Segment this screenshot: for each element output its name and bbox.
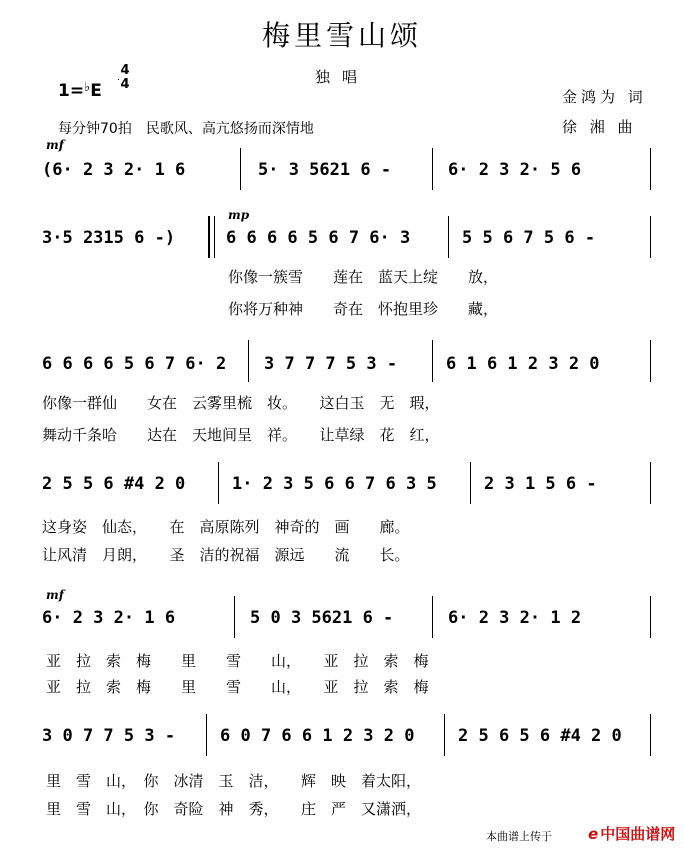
- lyric-line: 让风清 月朗， 圣 洁的祝福 源远 流 长。: [42, 546, 410, 564]
- key-prefix: 1=: [58, 81, 85, 101]
- measure: 6· 2 3 2· 1 2: [448, 608, 582, 628]
- measure: 5· 3 5621 6 -: [258, 160, 392, 180]
- lyric-line: 里 雪 山， 你 奇险 神 秀， 庄 严 又潇洒，: [46, 800, 422, 818]
- measure: 2 5 6 5 6 #4 2 0: [458, 726, 622, 746]
- measure: 6 1 6 1 2 3 2 0: [446, 354, 600, 374]
- composer-credit: 徐 湘 曲: [562, 118, 637, 136]
- measure: 6 6 6 6 5 6 7 6· 2: [42, 354, 227, 374]
- lyricist-credit: 金鸿为 词: [562, 88, 647, 106]
- time-bottom: 4: [120, 77, 130, 92]
- upload-credit: 本曲谱上传于: [486, 830, 552, 843]
- logo-icon: e: [588, 825, 599, 843]
- dynamic-mark: mf: [46, 588, 64, 602]
- time-signature: [118, 64, 132, 92]
- lyric-line: 舞动千条哈 达在 天地间呈 祥。 让草绿 花 红，: [42, 426, 440, 444]
- measure: 6 6 6 6 5 6 7 6· 3: [226, 228, 411, 248]
- dynamic-mark: mp: [228, 208, 250, 222]
- measure: 2 5 5 6 #4 2 0: [42, 474, 186, 494]
- lyric-line: 这身姿 仙态， 在 高原陈列 神奇的 画 廊。: [42, 518, 410, 536]
- site-logo-text: 中国曲谱网: [600, 825, 676, 843]
- key-signature: [58, 80, 102, 101]
- lyric-line: 你像一群仙 女在 云雾里梳 妆。 这白玉 无 瑕，: [42, 394, 440, 412]
- measure: (6· 2 3 2· 1 6: [42, 160, 186, 180]
- measure: 1· 2 3 5 6 6 7 6 3 5: [232, 474, 437, 494]
- lyric-line: 亚 拉 索 梅 里 雪 山， 亚 拉 索 梅: [46, 678, 429, 696]
- lyric-line: 里 雪 山， 你 冰清 玉 洁， 辉 映 着太阳，: [46, 772, 422, 790]
- performance-type: 独唱: [314, 68, 369, 86]
- song-title: 梅里雪山颂: [261, 19, 422, 52]
- time-top: 4: [120, 63, 130, 78]
- dynamic-mark: mf: [46, 138, 64, 152]
- site-logo[interactable]: [588, 823, 675, 844]
- key-flat: ♭: [84, 80, 91, 95]
- measure: 6 0 7 6 6 1 2 3 2 0: [220, 726, 415, 746]
- measure: 3·5 2315 6 -): [42, 228, 176, 248]
- measure: 6· 2 3 2· 5 6: [448, 160, 582, 180]
- measure: 3 7 7 7 5 3 -: [264, 354, 398, 374]
- measure: 2 3 1 5 6 -: [484, 474, 597, 494]
- key-note: E: [90, 81, 102, 101]
- lyric-line: 亚 拉 索 梅 里 雪 山， 亚 拉 索 梅: [46, 652, 429, 670]
- lyric-line: 你将万种神 奇在 怀抱里珍 藏，: [228, 300, 499, 318]
- measure: 6· 2 3 2· 1 6: [42, 608, 176, 628]
- lyric-line: 你像一簇雪 莲在 蓝天上绽 放，: [228, 268, 499, 286]
- measure: 5 5 6 7 5 6 -: [462, 228, 596, 248]
- measure: 3 0 7 7 5 3 -: [42, 726, 176, 746]
- measure: 5 0 3 5621 6 -: [250, 608, 394, 628]
- tempo-marking: 每分钟70拍 民歌风、高亢悠扬而深情地: [58, 121, 314, 137]
